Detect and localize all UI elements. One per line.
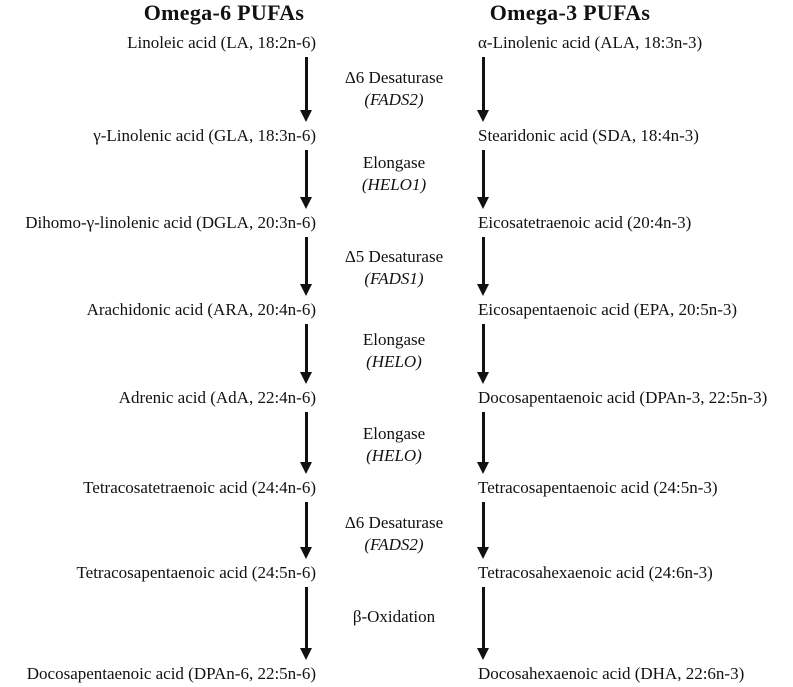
enzyme-gene: (FADS2) (364, 535, 424, 554)
arrow-shaft (482, 150, 485, 198)
enzyme-name: Δ6 Desaturase (344, 513, 444, 532)
arrow-shaft (305, 57, 308, 111)
enzyme-gene: (FADS1) (364, 269, 424, 288)
down-arrow-icon (300, 150, 313, 209)
enzyme-name: Elongase (362, 424, 426, 443)
arrow-shaft (305, 324, 308, 373)
arrow-shaft (482, 324, 485, 373)
omega6-column-title: Omega-6 PUFAs (143, 0, 305, 25)
arrow-shaft (482, 237, 485, 285)
omega6-node-dpan6: Docosapentaenoic acid (DPAn-6, 22:5n-6) (26, 664, 316, 683)
arrow-head (477, 110, 489, 122)
arrow-head (477, 284, 489, 296)
omega3-node-24-5n3: Tetracosapentaenoic acid (24:5n-3) (478, 478, 718, 497)
down-arrow-icon (477, 57, 490, 122)
arrow-shaft (305, 150, 308, 198)
omega6-node-24-5n6: Tetracosapentaenoic acid (24:5n-6) (76, 563, 316, 582)
enzyme-name: Elongase (362, 330, 426, 349)
down-arrow-icon (477, 324, 490, 384)
omega6-node-gla: γ-Linolenic acid (GLA, 18:3n-6) (93, 126, 316, 145)
down-arrow-icon (300, 57, 313, 122)
enzyme-gene: (HELO) (366, 446, 422, 465)
arrow-shaft (305, 587, 308, 649)
arrow-shaft (305, 237, 308, 285)
arrow-shaft (305, 502, 308, 548)
omega3-column-title: Omega-3 PUFAs (489, 0, 651, 25)
down-arrow-icon (300, 502, 313, 559)
down-arrow-icon (300, 587, 313, 660)
arrow-head (477, 648, 489, 660)
down-arrow-icon (477, 587, 490, 660)
down-arrow-icon (477, 502, 490, 559)
enzyme-name: Elongase (362, 153, 426, 172)
arrow-head (477, 462, 489, 474)
omega3-node-24-6n3: Tetracosahexaenoic acid (24:6n-3) (478, 563, 713, 582)
omega6-node-dgla: Dihomo-γ-linolenic acid (DGLA, 20:3n-6) (25, 213, 316, 232)
omega6-node-ara: Arachidonic acid (ARA, 20:4n-6) (86, 300, 316, 319)
enzyme-label-beta-oxidation (353, 606, 435, 628)
arrow-shaft (482, 502, 485, 548)
enzyme-gene: (HELO1) (361, 175, 427, 194)
arrow-shaft (305, 412, 308, 463)
omega3-node-dpan3: Docosapentaenoic acid (DPAn-3, 22:5n-3) (478, 388, 768, 407)
enzyme-gene: (HELO) (366, 352, 422, 371)
enzyme-label-d6-desaturase-2 (345, 512, 443, 556)
omega6-node-24-4n6: Tetracosatetraenoic acid (24:4n-6) (83, 478, 316, 497)
arrow-head (477, 547, 489, 559)
enzyme-label-d5-desaturase (345, 246, 443, 290)
arrow-head (300, 197, 312, 209)
enzyme-label-elongase-helo1 (362, 152, 426, 196)
arrow-shaft (482, 57, 485, 111)
arrow-shaft (482, 587, 485, 649)
arrow-head (300, 648, 312, 660)
arrow-head (477, 197, 489, 209)
enzyme-name: β-Oxidation (352, 607, 436, 626)
omega3-node-sda: Stearidonic acid (SDA, 18:4n-3) (478, 126, 699, 145)
down-arrow-icon (477, 237, 490, 296)
omega3-node-epa: Eicosapentaenoic acid (EPA, 20:5n-3) (478, 300, 738, 319)
enzyme-label-elongase-helo-1 (363, 329, 425, 373)
arrow-head (300, 462, 312, 474)
arrow-shaft (482, 412, 485, 463)
arrow-head (300, 110, 312, 122)
down-arrow-icon (477, 150, 490, 209)
down-arrow-icon (477, 412, 490, 474)
down-arrow-icon (300, 237, 313, 296)
omega6-node-ada: Adrenic acid (AdA, 22:4n-6) (118, 388, 316, 407)
omega3-node-dha: Docosahexaenoic acid (DHA, 22:6n-3) (478, 664, 745, 683)
omega6-node-la: Linoleic acid (LA, 18:2n-6) (127, 33, 316, 52)
omega3-node-ala: α-Linolenic acid (ALA, 18:3n-3) (478, 33, 703, 52)
enzyme-name: Δ5 Desaturase (344, 247, 444, 266)
omega3-node-20-4n3: Eicosatetraenoic acid (20:4n-3) (478, 213, 692, 232)
arrow-head (300, 284, 312, 296)
down-arrow-icon (300, 324, 313, 384)
enzyme-label-d6-desaturase-1 (345, 67, 443, 111)
arrow-head (300, 547, 312, 559)
enzyme-name: Δ6 Desaturase (344, 68, 444, 87)
enzyme-gene: (FADS2) (364, 90, 424, 109)
arrow-head (300, 372, 312, 384)
arrow-head (477, 372, 489, 384)
down-arrow-icon (300, 412, 313, 474)
enzyme-label-elongase-helo-2 (363, 423, 425, 467)
